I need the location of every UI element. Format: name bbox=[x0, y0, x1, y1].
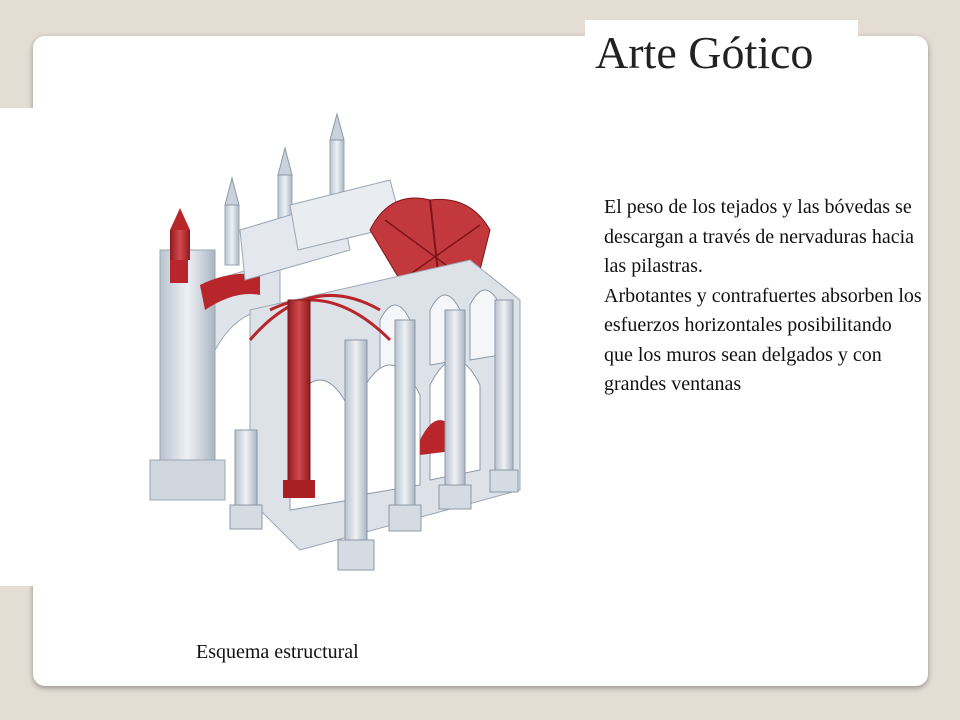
paragraph-arbotantes: Arbotantes y contrafuertes absorben los esfuerzos horizontales posibilitando que los muros sean delgados y con grandes ventanas bbox=[604, 284, 922, 395]
cathedral-diagram bbox=[140, 110, 540, 590]
left-strip bbox=[0, 108, 36, 586]
red-pillar bbox=[283, 300, 315, 498]
body-text bbox=[604, 193, 924, 400]
red-pinnacle bbox=[170, 208, 190, 260]
paragraph-pilastras: El peso de los tejados y las bóvedas se descargan a través de nervaduras hacia las pilastras. bbox=[604, 196, 915, 277]
figure-caption: Esquema estructural bbox=[196, 641, 359, 663]
slide-title: Arte Gótico bbox=[595, 27, 814, 78]
